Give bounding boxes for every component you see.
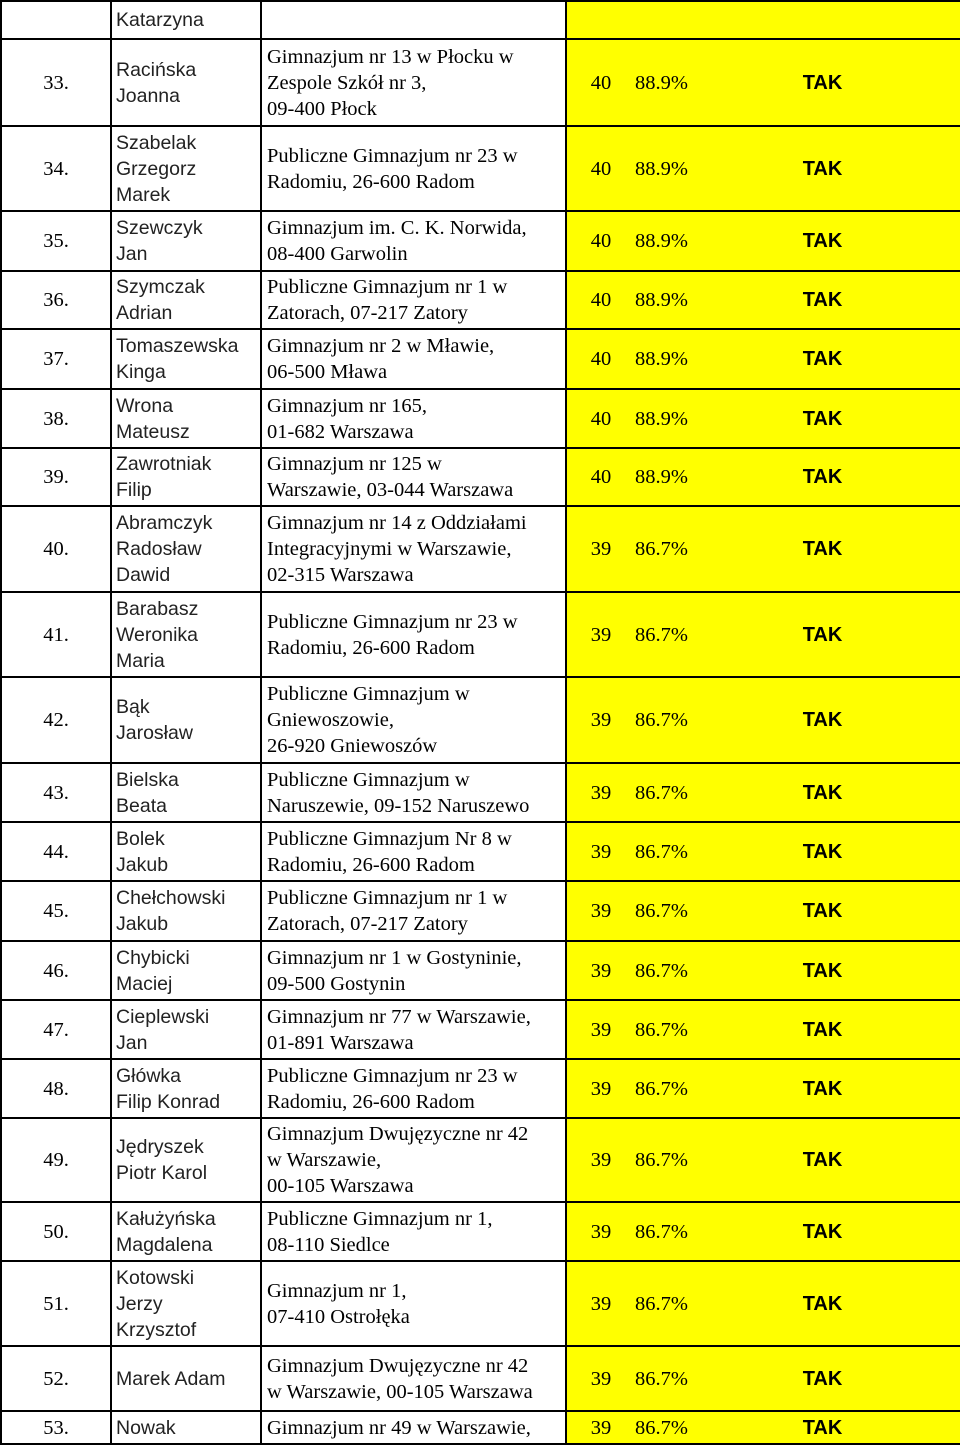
percent-value: 86.7% (635, 1149, 688, 1171)
row-number: 44. (1, 822, 111, 881)
result-label: TAK (802, 840, 843, 863)
score-cell (566, 1118, 960, 1202)
table-row (1, 329, 960, 389)
table-row (1, 822, 960, 881)
score-cell (566, 1261, 960, 1346)
percent-value: 88.9% (635, 157, 688, 180)
school-name: Gimnazjum nr 2 w Mławie, 06-500 Mława (261, 329, 566, 389)
points-value: 40 (590, 466, 612, 488)
score-cell (566, 1346, 960, 1411)
percent-value: 88.9% (635, 348, 688, 370)
percent-value: 86.7% (635, 1220, 688, 1243)
school-name: Publiczne Gimnazjum nr 1 w Zatorach, 07-217 Zatory (261, 271, 566, 329)
school-name: Gimnazjum nr 1, 07-410 Ostrołęka (261, 1261, 566, 1346)
school-name: Publiczne Gimnazjum Nr 8 w Radomiu, 26-600 Radom (261, 822, 566, 881)
points-value: 39 (590, 900, 612, 922)
score-group (567, 764, 960, 821)
score-cell (566, 271, 960, 329)
result-label: TAK (802, 709, 843, 731)
points-value: 39 (590, 1149, 612, 1171)
score-group (567, 823, 960, 880)
score-group (567, 1001, 960, 1058)
points-value: 39 (590, 1018, 612, 1041)
table-row (1, 39, 960, 126)
score-cell (566, 1000, 960, 1059)
points-value: 39 (590, 623, 612, 646)
score-cell (566, 506, 960, 592)
result-label: TAK (802, 1416, 843, 1439)
school-name: Gimnazjum nr 14 z Oddziałami Integracyjnymi w Warszawie, 02-315 Warszawa (261, 506, 566, 592)
row-number: 36. (1, 271, 111, 329)
result-label: TAK (802, 157, 843, 180)
row-number: 47. (1, 1000, 111, 1059)
points-value: 39 (590, 959, 612, 982)
row-number: 52. (1, 1346, 111, 1411)
score-group (567, 507, 960, 591)
row-number: 41. (1, 592, 111, 677)
percent-value: 86.7% (635, 900, 688, 922)
school-name: Publiczne Gimnazjum w Naruszewie, 09-152 Naruszewo (261, 763, 566, 822)
score-group (567, 272, 960, 328)
student-name: Racińska Joanna (111, 39, 261, 126)
score-group (567, 449, 960, 505)
table-row (1, 677, 960, 763)
student-name: Abramczyk Radosław Dawid (111, 506, 261, 592)
percent-value: 86.7% (635, 781, 688, 804)
percent-value: 88.9% (635, 289, 688, 311)
score-group (567, 1203, 960, 1260)
percent-value: 86.7% (635, 1077, 688, 1100)
percent-value: 86.7% (635, 1367, 688, 1390)
student-name: Kałużyńska Magdalena (111, 1202, 261, 1261)
student-name: Główka Filip Konrad (111, 1059, 261, 1118)
student-name: Szabelak Grzegorz Marek (111, 126, 261, 211)
results-table-body (1, 1, 960, 1444)
points-value: 40 (590, 157, 612, 180)
student-name: Zawrotniak Filip (111, 448, 261, 506)
score-cell (566, 39, 960, 126)
school-name: Publiczne Gimnazjum nr 23 w Radomiu, 26-600 Radom (261, 126, 566, 211)
score-cell (566, 941, 960, 1000)
points-value: 40 (590, 230, 612, 252)
score-group (567, 1262, 960, 1345)
table-row (1, 592, 960, 677)
points-value: 40 (590, 407, 612, 430)
percent-value: 86.7% (635, 840, 688, 863)
table-row (1, 389, 960, 448)
result-label: TAK (802, 407, 843, 430)
score-cell (566, 389, 960, 448)
student-name: Chełchowski Jakub (111, 881, 261, 941)
row-number: 48. (1, 1059, 111, 1118)
points-value: 39 (590, 1416, 612, 1439)
points-value: 39 (590, 1077, 612, 1100)
points-value: 39 (590, 538, 612, 560)
points-value: 39 (590, 840, 612, 863)
row-number: 50. (1, 1202, 111, 1261)
school-name: Gimnazjum Dwujęzyczne nr 42 w Warszawie, 00-105 Warszawa (261, 1346, 566, 1411)
student-name: Tomaszewska Kinga (111, 329, 261, 389)
score-group (567, 390, 960, 447)
score-cell (566, 126, 960, 211)
student-name: Szewczyk Jan (111, 211, 261, 271)
school-name: Gimnazjum nr 165, 01-682 Warszawa (261, 389, 566, 448)
school-name: Publiczne Gimnazjum nr 23 w Radomiu, 26-600 Radom (261, 592, 566, 677)
row-number: 35. (1, 211, 111, 271)
result-label: TAK (802, 1077, 843, 1100)
score-cell (566, 1411, 960, 1444)
school-name: Gimnazjum nr 125 w Warszawie, 03-044 Warszawa (261, 448, 566, 506)
percent-value: 86.7% (635, 1292, 688, 1315)
percent-value: 86.7% (635, 709, 688, 731)
percent-value: 88.9% (635, 230, 688, 252)
result-label: TAK (802, 466, 843, 488)
student-name: Cieplewski Jan (111, 1000, 261, 1059)
table-row (1, 941, 960, 1000)
row-number: 37. (1, 329, 111, 389)
row-number: 51. (1, 1261, 111, 1346)
points-value: 39 (590, 1292, 612, 1315)
score-group (567, 330, 960, 388)
row-number: 46. (1, 941, 111, 1000)
score-cell (566, 1, 960, 39)
result-label: TAK (802, 1220, 843, 1243)
student-name: Katarzyna (111, 1, 261, 39)
score-group (567, 678, 960, 762)
score-cell (566, 763, 960, 822)
student-name: Marek Adam (111, 1346, 261, 1411)
student-name: Bielska Beata (111, 763, 261, 822)
result-label: TAK (802, 1149, 843, 1171)
result-label: TAK (802, 348, 843, 370)
points-value: 39 (590, 1367, 612, 1390)
row-number: 42. (1, 677, 111, 763)
student-name: Kotowski Jerzy Krzysztof (111, 1261, 261, 1346)
row-number-cell (1, 1, 111, 39)
school-name: Gimnazjum nr 13 w Płocku w Zespole Szkół nr 3, 09-400 Płock (261, 39, 566, 126)
percent-value: 86.7% (635, 538, 688, 560)
row-number: 43. (1, 763, 111, 822)
score-group (567, 1412, 960, 1443)
student-name: Bolek Jakub (111, 822, 261, 881)
score-cell (566, 881, 960, 941)
score-cell (566, 1202, 960, 1261)
result-label: TAK (802, 623, 843, 646)
school-name: Gimnazjum nr 1 w Gostyninie, 09-500 Gostynin (261, 941, 566, 1000)
row-number: 53. (1, 1411, 111, 1444)
score-group (567, 212, 960, 270)
score-group (567, 882, 960, 940)
row-number: 33. (1, 39, 111, 126)
school-name: Gimnazjum Dwujęzyczne nr 42 w Warszawie, 00-105 Warszawa (261, 1118, 566, 1202)
percent-value: 86.7% (635, 1018, 688, 1041)
result-label: TAK (802, 71, 843, 94)
percent-value: 86.7% (635, 623, 688, 646)
table-row (1, 1000, 960, 1059)
table-row (1, 1346, 960, 1411)
points-value: 40 (590, 348, 612, 370)
score-cell (566, 822, 960, 881)
percent-value: 88.9% (635, 466, 688, 488)
score-group (567, 40, 960, 125)
table-row (1, 1059, 960, 1118)
score-cell (566, 448, 960, 506)
table-row (1, 506, 960, 592)
student-name: Bąk Jarosław (111, 677, 261, 763)
score-cell (566, 211, 960, 271)
score-cell (566, 329, 960, 389)
student-name: Chybicki Maciej (111, 941, 261, 1000)
table-row (1, 271, 960, 329)
student-name: Jędryszek Piotr Karol (111, 1118, 261, 1202)
score-cell (566, 592, 960, 677)
score-cell (566, 677, 960, 763)
school-name: Gimnazjum nr 77 w Warszawie, 01-891 Warszawa (261, 1000, 566, 1059)
table-row (1, 211, 960, 271)
school-name: Gimnazjum nr 49 w Warszawie, (261, 1411, 566, 1444)
table-row (1, 448, 960, 506)
result-label: TAK (802, 900, 843, 922)
student-name: Barabasz Weronika Maria (111, 592, 261, 677)
student-name: Wrona Mateusz (111, 389, 261, 448)
table-row (1, 1261, 960, 1346)
school-name: Publiczne Gimnazjum nr 23 w Radomiu, 26-600 Radom (261, 1059, 566, 1118)
row-number: 38. (1, 389, 111, 448)
table-row (1, 126, 960, 211)
score-group (567, 1060, 960, 1117)
score-group (567, 1347, 960, 1410)
result-label: TAK (802, 1292, 843, 1315)
student-name: Szymczak Adrian (111, 271, 261, 329)
percent-value: 88.9% (635, 71, 688, 94)
row-number: 49. (1, 1118, 111, 1202)
percent-value: 86.7% (635, 959, 688, 982)
row-number: 40. (1, 506, 111, 592)
result-label: TAK (802, 959, 843, 982)
school-name: Publiczne Gimnazjum nr 1 w Zatorach, 07-217 Zatory (261, 881, 566, 941)
score-cell (566, 1059, 960, 1118)
result-label: TAK (802, 1018, 843, 1041)
percent-value: 88.9% (635, 407, 688, 430)
score-group (567, 127, 960, 210)
table-row-continuation (1, 1, 960, 39)
student-name: Nowak (111, 1411, 261, 1444)
result-label: TAK (802, 289, 843, 311)
score-group (567, 593, 960, 676)
table-row (1, 1202, 960, 1261)
percent-value: 86.7% (635, 1416, 688, 1439)
points-value: 39 (590, 709, 612, 731)
row-number: 45. (1, 881, 111, 941)
points-value: 39 (590, 781, 612, 804)
table-row (1, 763, 960, 822)
points-value: 40 (590, 289, 612, 311)
result-label: TAK (802, 230, 843, 252)
table-row (1, 1411, 960, 1444)
result-label: TAK (802, 1367, 843, 1390)
score-group (567, 1119, 960, 1201)
school-name: Gimnazjum im. C. K. Norwida, 08-400 Garwolin (261, 211, 566, 271)
school-cell (261, 1, 566, 39)
row-number: 39. (1, 448, 111, 506)
result-label: TAK (802, 781, 843, 804)
points-value: 39 (590, 1220, 612, 1243)
result-label: TAK (802, 538, 843, 560)
table-row (1, 1118, 960, 1202)
score-group (567, 942, 960, 999)
row-number: 34. (1, 126, 111, 211)
table-row (1, 881, 960, 941)
school-name: Publiczne Gimnazjum nr 1, 08-110 Siedlce (261, 1202, 566, 1261)
points-value: 40 (590, 71, 612, 94)
school-name: Publiczne Gimnazjum w Gniewoszowie, 26-920 Gniewoszów (261, 677, 566, 763)
